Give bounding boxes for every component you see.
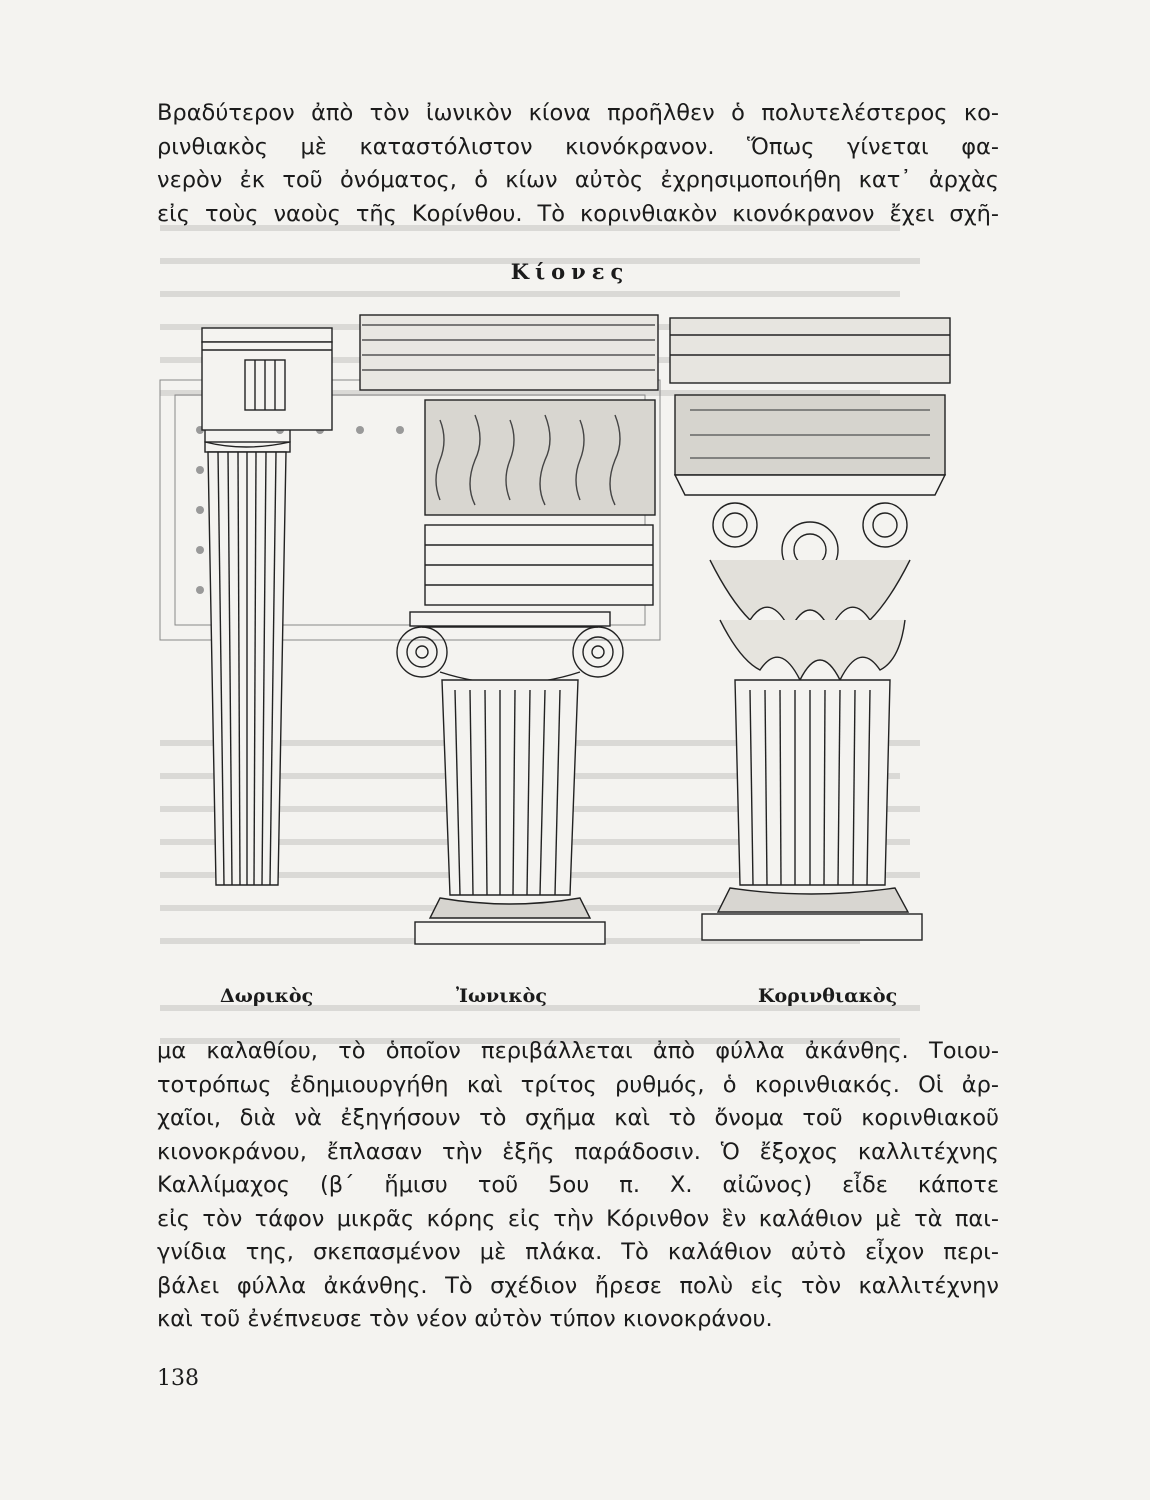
page-number: 138 [157,1366,199,1391]
paragraph-bottom [157,1035,999,1337]
ionic-column-drawing [360,315,658,944]
text-line: Καλλίμαχος (β´ ἥμισυ τοῦ 5ου π. Χ. αἰῶνος) εἶδε κάποτε [157,1172,999,1198]
text-line: νερὸν ἐκ τοῦ ὀνόματος, ὁ κίων αὐτὸς ἐχρησιμοποιήθη κατ᾽ ἀρχὰς [157,167,999,193]
text-line: εἰς τοὺς ναοὺς τῆς Κορίνθου. Τὸ κορινθιακὸν κιονόκρανον ἔχει σχῆ- [157,200,999,227]
caption-doric: Δωρικὸς [220,985,314,1007]
text-line: χαῖοι, διὰ νὰ ἐξηγήσουν τὸ σχῆμα καὶ τὸ ὄνομα τοῦ κορινθιακοῦ [157,1105,999,1131]
text-line: βάλει φύλλα ἀκάνθης. Τὸ σχέδιον ἤρεσε πολὺ εἰς τὸν καλλιτέχνην [157,1272,999,1299]
caption-ionic: Ἰωνικὸς [456,985,547,1007]
text-line: τοτρόπως ἐδημιουργήθη καὶ τρίτος ρυθμός, ὁ κορινθιακός. Οἱ ἀρ- [157,1071,999,1098]
text-line: Βραδύτερον ἀπὸ τὸν ἰωνικὸν κίονα προῆλθεν ὁ πολυτελέστερος κο- [157,100,999,126]
corinthian-column-drawing [670,318,950,940]
caption-corinthian: Κορινθιακὸς [758,985,898,1007]
columns-figure [150,300,1000,970]
doric-column-drawing [202,328,332,885]
text-line: γνίδια της, σκεπασμένον μὲ πλάκα. Τὸ καλάθιον αὐτὸ εἶχον περι- [157,1239,999,1265]
text-line: κιονοκράνου, ἔπλασαν τὴν ἑξῆς παράδοσιν. Ὁ ἔξοχος καλλιτέχνης [157,1138,999,1165]
text-line: καὶ τοῦ ἐνέπνευσε τὸν νέον αὐτὸν τύπον κιονοκράνου. [157,1306,773,1332]
paragraph-top [157,97,999,231]
text-line: εἰς τὸν τάφον μικρᾶς κόρης εἰς τὴν Κόρινθον ἓν καλάθιον μὲ τὰ παι- [157,1205,999,1232]
text-line: μα καλαθίου, τὸ ὁποῖον περιβάλλεται ἀπὸ φύλλα ἀκάνθης. Τοιου- [157,1038,999,1064]
text-line: ρινθιακὸς μὲ καταστόλιστον κιονόκρανον. Ὅπως γίνεται φα- [157,133,999,160]
figure-title: Κίονες [510,259,630,284]
